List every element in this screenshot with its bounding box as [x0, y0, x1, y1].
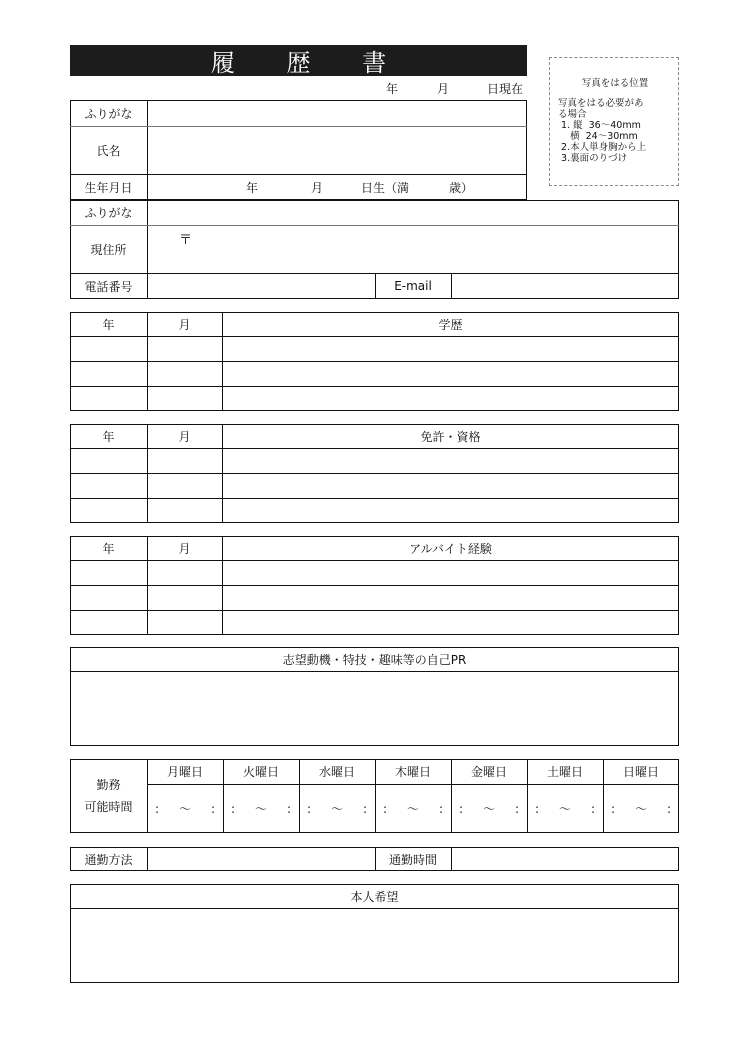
page-title: 履 歴 書	[70, 45, 527, 76]
time-tilde: ～	[254, 802, 267, 816]
divider	[147, 200, 148, 299]
divider	[451, 847, 452, 871]
divider	[147, 100, 148, 200]
schedule-day-header: 金曜日	[470, 765, 507, 779]
birth-age-label: 歳）	[449, 180, 474, 195]
parttime-row[interactable]	[72, 587, 677, 608]
parttime-month-header: 月	[178, 541, 191, 556]
email-label: E-mail	[394, 279, 432, 293]
time-colon: :	[155, 801, 160, 816]
schedule-day-header: 日曜日	[622, 765, 659, 779]
photo-title: 写真をはる位置	[581, 78, 649, 89]
divider	[70, 473, 679, 474]
divider	[70, 498, 679, 499]
education-row[interactable]	[72, 338, 677, 359]
licenses-row[interactable]	[72, 475, 677, 496]
schedule-day-header: 土曜日	[546, 765, 583, 779]
parttime-row[interactable]	[72, 562, 677, 583]
time-colon: :	[231, 801, 236, 816]
licenses-row[interactable]	[72, 450, 677, 471]
name-field[interactable]	[149, 128, 525, 172]
commute-time-label: 通勤時間	[388, 852, 437, 867]
time-tilde: ～	[482, 802, 495, 816]
time-tilde: ～	[634, 802, 647, 816]
photo-note-line: 3.裏面のりづけ	[558, 153, 628, 164]
schedule-day-header: 火曜日	[242, 765, 279, 779]
divider	[70, 610, 679, 611]
phone-label: 電話番号	[84, 279, 133, 294]
education-year-header: 年	[102, 317, 115, 332]
divider	[70, 671, 679, 672]
name-label: 氏名	[96, 143, 121, 158]
address-furigana-label: ふりがな	[84, 206, 133, 220]
schedule-label-line2: 可能時間	[84, 799, 133, 814]
photo-note-line: 1. 縦 36～40mm	[558, 120, 641, 131]
licenses-row[interactable]	[72, 500, 677, 521]
birthdate-label: 生年月日	[84, 180, 133, 195]
schedule-time-field[interactable]	[451, 784, 527, 833]
divider	[70, 448, 679, 449]
name-furigana-field[interactable]	[149, 102, 525, 124]
photo-note-line: 横 24～30mm	[558, 131, 638, 142]
photo-note-line: る場合	[558, 109, 587, 120]
divider	[70, 560, 679, 561]
photo-note-line: 写真をはる必要があ	[558, 98, 644, 109]
address-furigana-field[interactable]	[149, 202, 677, 223]
photo-note-line: 2.本人単身胸から上	[558, 142, 647, 153]
education-title: 学歴	[438, 317, 463, 332]
email-field[interactable]	[453, 275, 677, 297]
schedule-time-field[interactable]	[147, 784, 223, 833]
divider	[70, 908, 679, 909]
commute-method-label: 通勤方法	[84, 852, 133, 867]
time-colon: :	[307, 801, 312, 816]
pr-field[interactable]	[72, 673, 677, 744]
parttime-title: アルバイト経験	[409, 541, 492, 556]
licenses-title: 免許・資格	[420, 429, 481, 444]
commute-time-field[interactable]	[453, 849, 677, 869]
address-field[interactable]	[195, 227, 677, 271]
time-colon: :	[438, 801, 443, 816]
time-colon: :	[286, 801, 291, 816]
time-tilde: ～	[558, 802, 571, 816]
licenses-month-header: 月	[178, 429, 191, 444]
birth-year-label: 年	[246, 180, 259, 195]
divider	[70, 386, 679, 387]
schedule-time-field[interactable]	[527, 784, 603, 833]
schedule-time-field[interactable]	[375, 784, 451, 833]
divider	[70, 336, 679, 337]
time-tilde: ～	[330, 802, 343, 816]
time-tilde: ～	[406, 802, 419, 816]
birth-month-label: 月	[311, 180, 324, 195]
postal-mark: 〒	[179, 233, 193, 248]
phone-field[interactable]	[149, 275, 373, 297]
pr-title: 志望動機・特技・趣味等の自己PR	[282, 652, 467, 667]
wishes-field[interactable]	[72, 910, 677, 981]
date-year-label: 年	[386, 82, 399, 96]
time-colon: :	[590, 801, 595, 816]
commute-method-field[interactable]	[149, 849, 373, 869]
schedule-time-field[interactable]	[299, 784, 375, 833]
schedule-day-header: 木曜日	[394, 765, 431, 779]
divider	[451, 273, 452, 299]
divider	[147, 847, 148, 871]
time-colon: :	[514, 801, 519, 816]
parttime-year-header: 年	[102, 541, 115, 556]
education-row[interactable]	[72, 388, 677, 409]
photo-placeholder[interactable]	[549, 57, 679, 186]
date-day-label: 日現在	[487, 82, 524, 96]
time-tilde: ～	[178, 802, 191, 816]
divider	[70, 585, 679, 586]
address-label: 現住所	[90, 242, 127, 257]
time-colon: :	[383, 801, 388, 816]
time-colon: :	[210, 801, 215, 816]
education-row[interactable]	[72, 363, 677, 384]
birth-day-label: 日生（満	[361, 180, 410, 195]
time-colon: :	[666, 801, 671, 816]
schedule-time-field[interactable]	[223, 784, 299, 833]
time-colon: :	[611, 801, 616, 816]
schedule-label-line1: 勤務	[96, 777, 121, 792]
parttime-row[interactable]	[72, 612, 677, 633]
date-month-label: 月	[437, 82, 450, 96]
time-colon: :	[535, 801, 540, 816]
schedule-day-header: 月曜日	[166, 765, 203, 779]
licenses-year-header: 年	[102, 429, 115, 444]
education-month-header: 月	[178, 317, 191, 332]
divider	[70, 361, 679, 362]
name-furigana-label: ふりがな	[84, 106, 133, 121]
time-colon: :	[362, 801, 367, 816]
wishes-title: 本人希望	[350, 889, 399, 904]
divider	[70, 225, 679, 226]
schedule-time-field[interactable]	[603, 784, 679, 833]
schedule-day-header: 水曜日	[318, 765, 355, 779]
time-colon: :	[459, 801, 464, 816]
